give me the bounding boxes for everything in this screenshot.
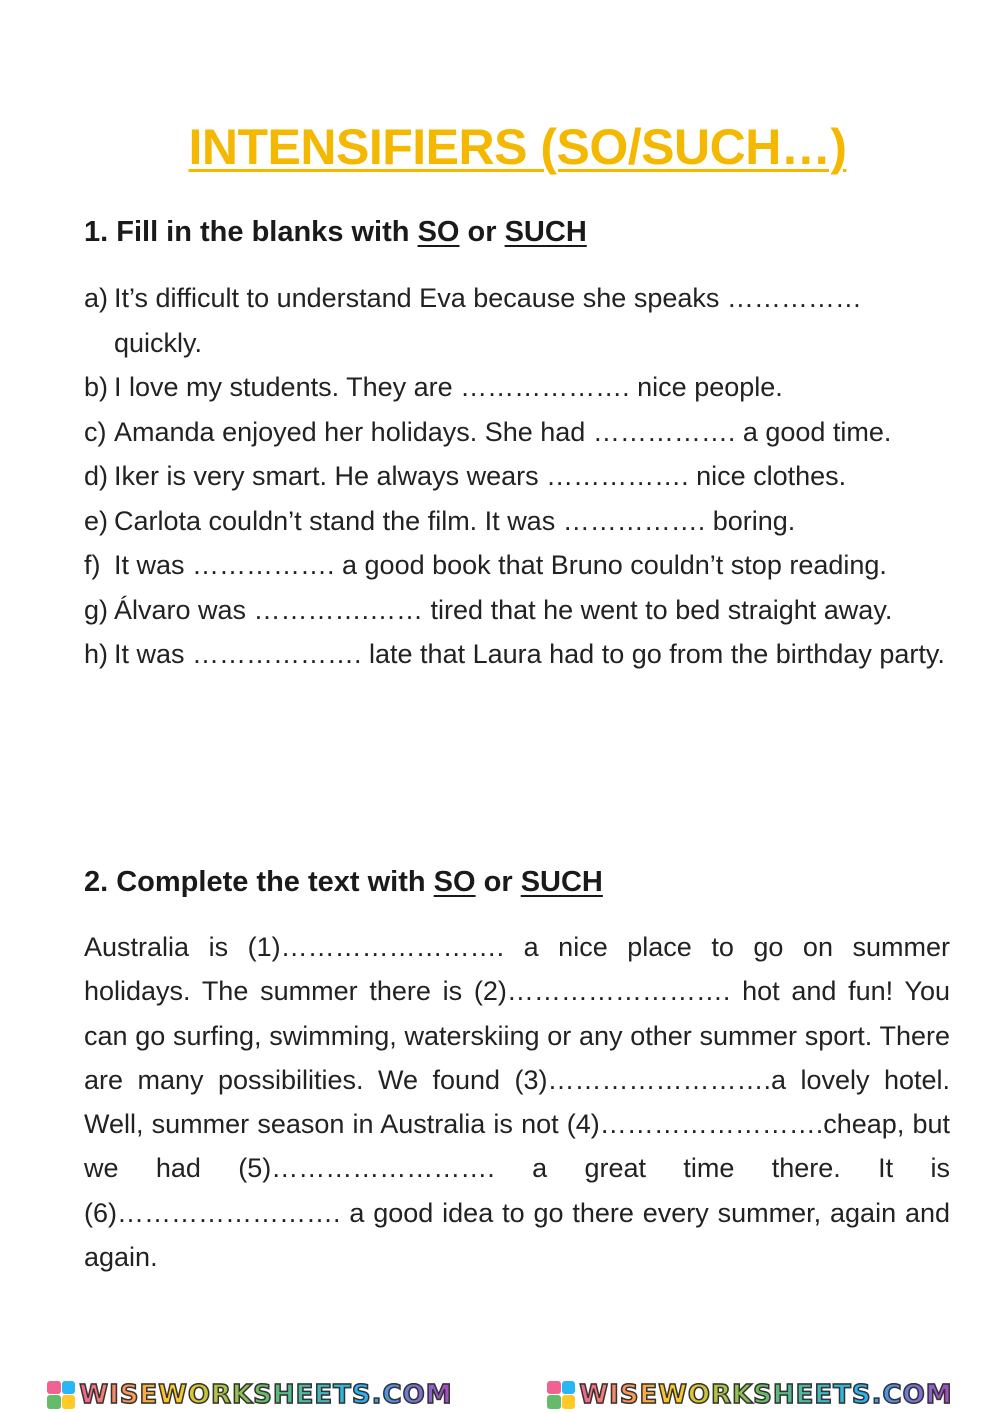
exercise-letter: f): [84, 550, 101, 580]
section-1-heading-such: SUCH: [504, 216, 587, 248]
exercise-letter: g): [84, 594, 109, 625]
exercise-item-b: [84, 365, 954, 410]
exercise-1-list: [84, 276, 954, 677]
wiseworksheets-logo-icon: [47, 1381, 75, 1409]
exercise-item-f: [84, 543, 954, 588]
wiseworksheets-logo-icon: [547, 1381, 575, 1409]
exercise-sentence: It was ………………. late that Laura had to go from the birthday party.: [114, 639, 945, 669]
exercise-sentence: Carlota couldn’t stand the film. It was ……………. boring.: [114, 505, 796, 536]
exercise-item-g: [84, 588, 954, 633]
section-2-heading-prefix: 2. Complete the text with: [84, 866, 426, 898]
section-1-heading-or: or: [467, 216, 497, 248]
exercise-letter: h): [84, 639, 109, 669]
section-2-heading-so: SO: [433, 866, 476, 898]
exercise-letter: c): [84, 416, 107, 447]
exercise-sentence: I love my students. They are ………………. nice people.: [114, 372, 783, 402]
exercise-sentence: Iker is very smart. He always wears ……………. nice clothes.: [114, 461, 847, 491]
footer-watermark: [0, 1376, 1000, 1413]
exercise-item-h: [84, 632, 954, 677]
section-1-heading: [84, 216, 587, 249]
footer-brand-text: WISEWORKSHEETS.COM: [79, 1379, 453, 1410]
section-2-heading: [84, 866, 603, 899]
section-1-heading-prefix: 1. Fill in the blanks with: [84, 216, 410, 248]
exercise-letter: d): [84, 461, 109, 491]
exercise-sentence: Álvaro was ………….…… tired that he went to bed straight away.: [114, 594, 893, 625]
exercise-letter: a): [84, 283, 109, 313]
footer-brand: [547, 1380, 952, 1410]
exercise-2-paragraph: Australia is (1)……………………. a nice place to go on summer holidays. The summer there is (2)……………………. hot and fun! You can go surfing, swimming, waterskiing or any other summer sport. There are many possibilities. We found (3)…………………….a lovely hotel. Well, summer season in Australia is not (4)…………………….cheap, but we had (5)……………………. a great time there. It is (6)……………………. a good idea to go there every summer, again and again.: [84, 932, 950, 1273]
section-2-heading-such: SUCH: [520, 866, 603, 898]
exercise-sentence: It was ……………. a good book that Bruno couldn’t stop reading.: [114, 550, 887, 580]
footer-brand-text: WISEWORKSHEETS.COM: [579, 1379, 953, 1410]
exercise-letter: b): [84, 372, 109, 402]
exercise-item-c: [84, 410, 954, 455]
exercise-item-a: [84, 276, 954, 365]
section-1-heading-so: SO: [417, 216, 460, 248]
page-title: INTENSIFIERS (SO/SUCH…): [188, 119, 847, 175]
exercise-item-d: [84, 454, 954, 499]
section-2-heading-or: or: [483, 866, 513, 898]
exercise-sentence: Amanda enjoyed her holidays. She had ……………. a good time.: [114, 416, 892, 447]
footer-brand: [47, 1380, 452, 1410]
exercise-letter: e): [84, 505, 109, 536]
exercise-item-e: [84, 499, 954, 544]
exercise-sentence: It’s difficult to understand Eva because she speaks …………… quickly.: [114, 283, 862, 358]
